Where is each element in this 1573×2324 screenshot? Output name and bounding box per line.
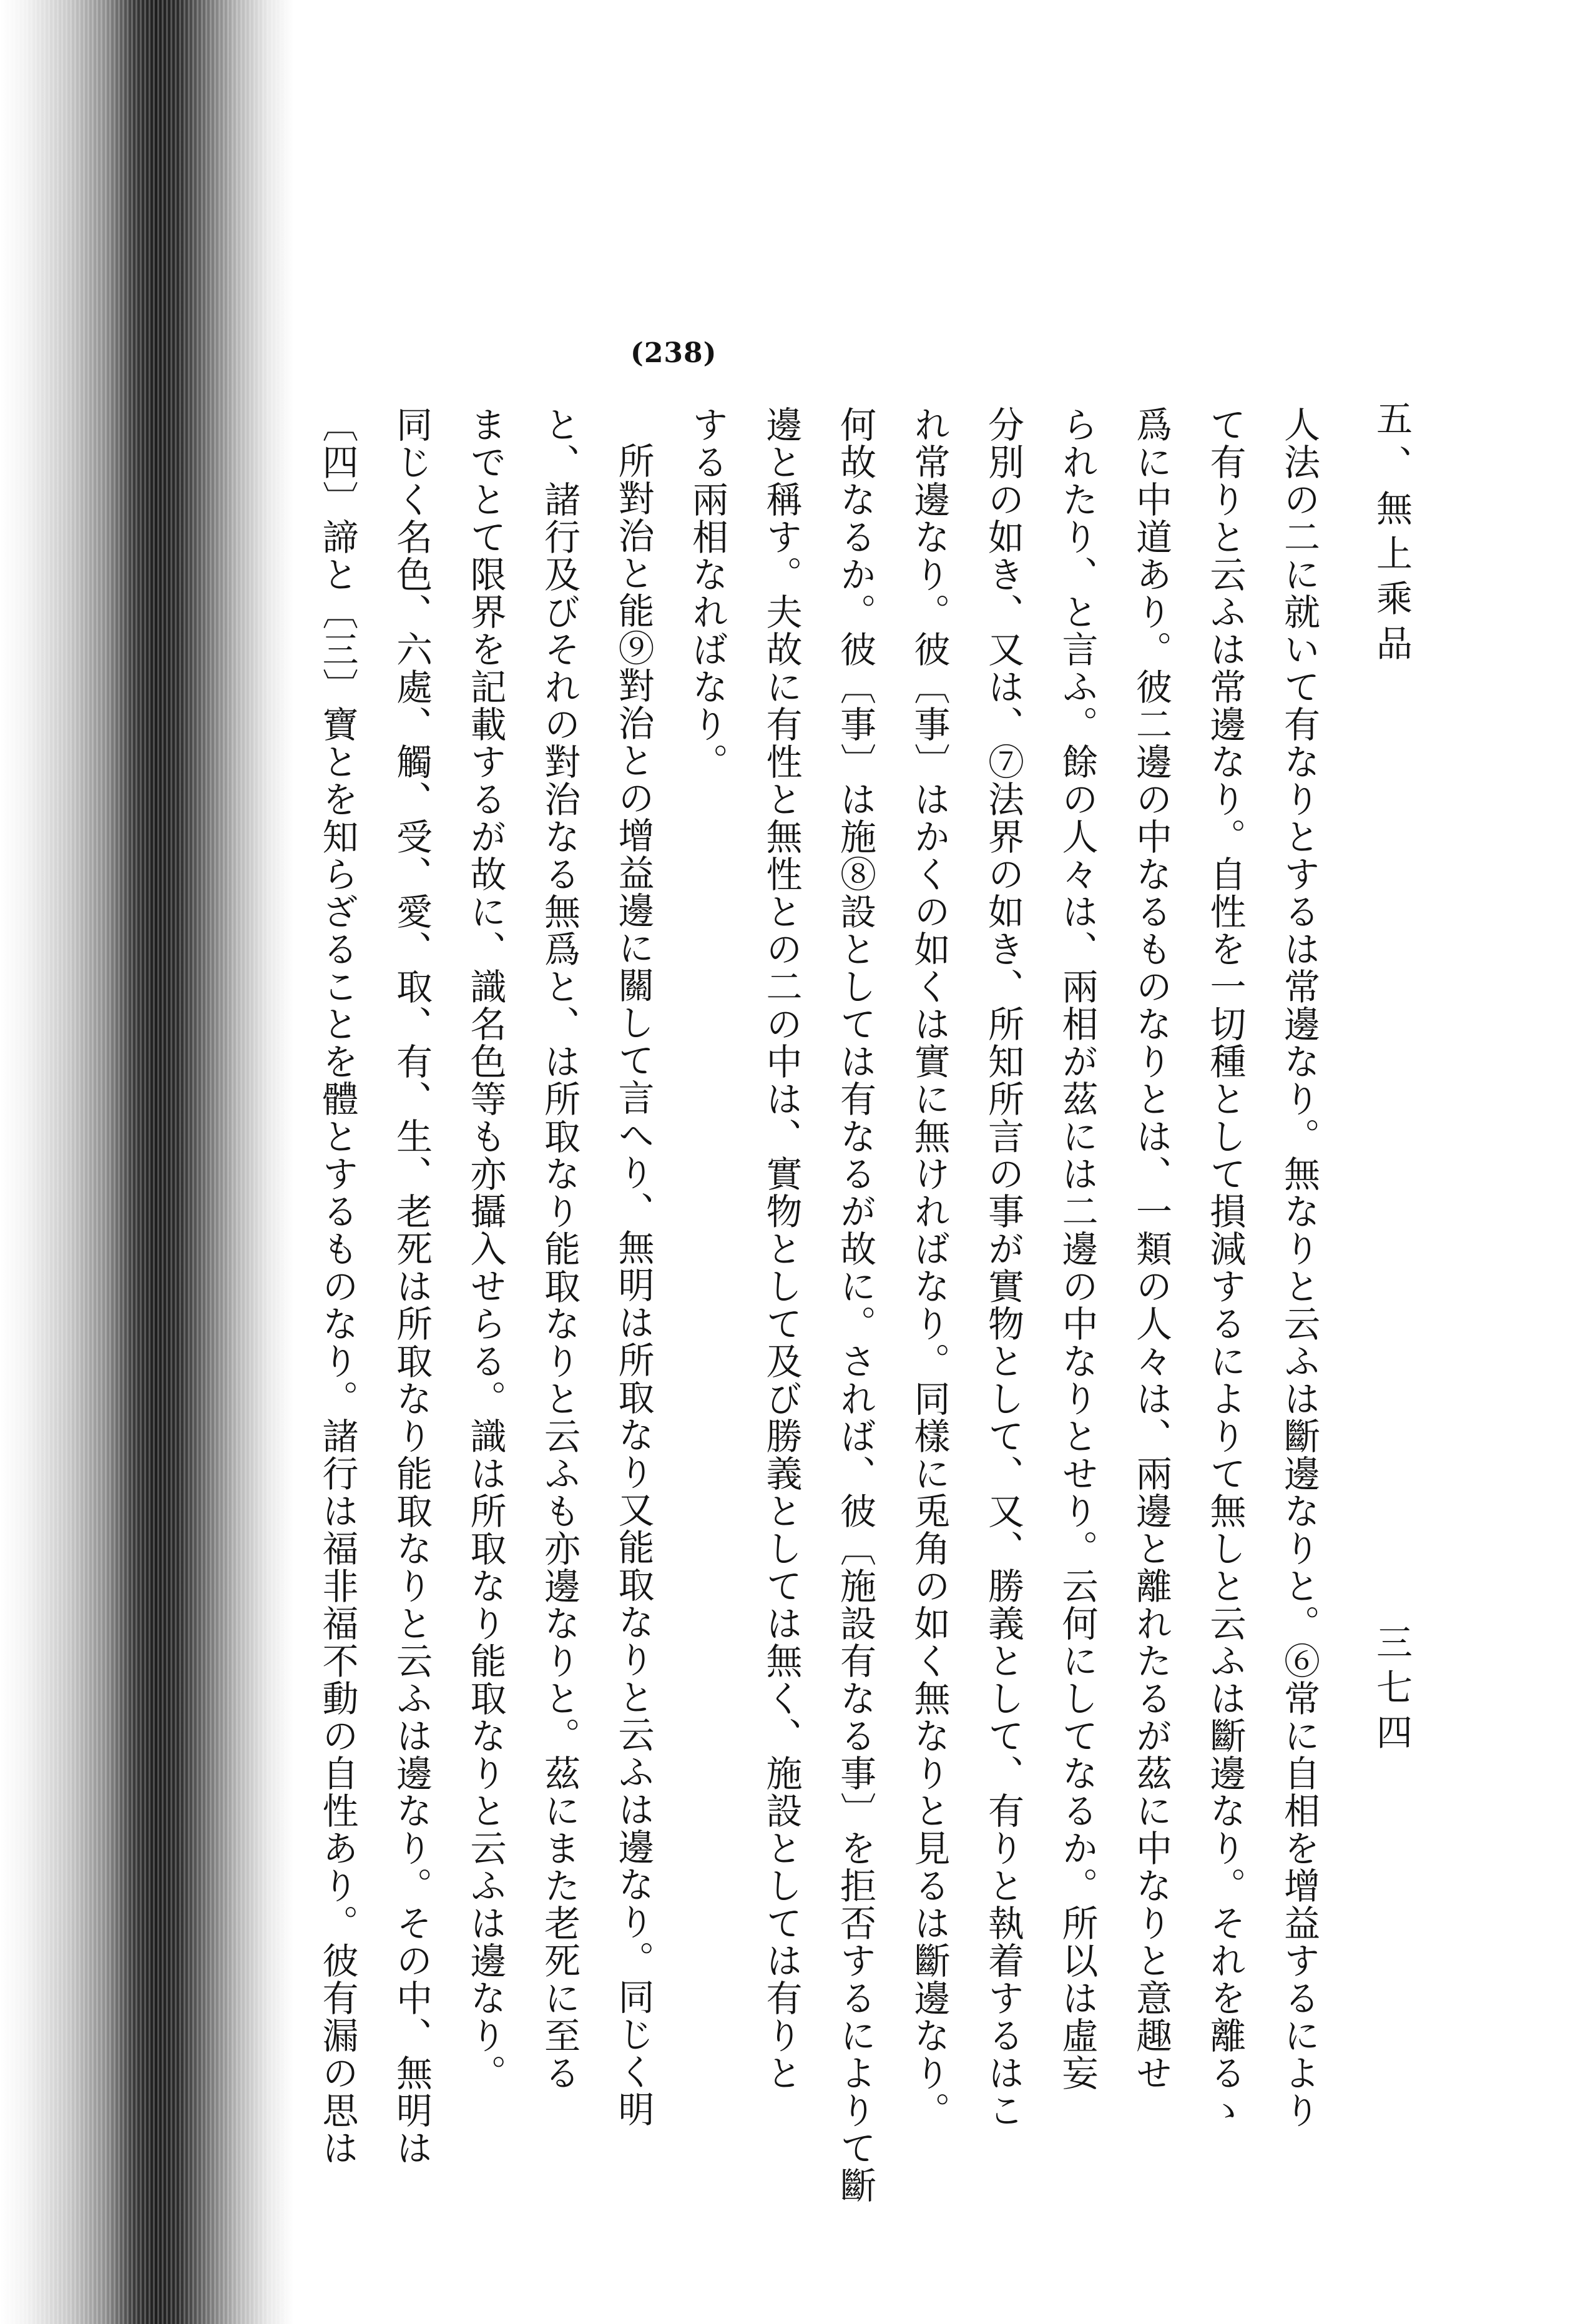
page-number: (238) bbox=[630, 337, 717, 369]
text-line-7: 何故なるか。彼〔事〕は施⑧設としては有なるが故に。されば、彼〔施設有なる事〕を拒否するによりて斷 bbox=[834, 406, 876, 2204]
text-line-12: までとて限界を記載するが故に、識名色等も亦攝入せらる。識は所取なり能取なりと云ふは邊なり。 bbox=[464, 406, 507, 2092]
text-line-13: 同じく名色、六處、觸、受、愛、取、有、生、老死は所取なり能取なりと云ふは邊なり。その中、無明は bbox=[390, 406, 433, 2167]
text-line-6: れ常邊なり。彼〔事〕はかくの如くは實に無ければなり。同樣に兎角の如く無なりと見るは斷邊なり。 bbox=[908, 406, 951, 2129]
text-line-1: 人法の二に就いて有なりとするは常邊なり。無なりと云ふは斷邊なりと。⑥常に自相を增益するにより bbox=[1278, 406, 1320, 2129]
text-line-9: する兩相なればなり。 bbox=[686, 406, 728, 780]
running-header-folio: 三七四 bbox=[1370, 1623, 1413, 1758]
body-text bbox=[316, 406, 1336, 2204]
text-line-3: 爲に中道あり。彼二邊の中なるものなりとは、一類の人々は、兩邊と離れたるが茲に中なりと意趣せ bbox=[1130, 406, 1172, 2092]
binding-shadow bbox=[0, 0, 293, 2324]
text-line-14: 〔四〕諦と〔三〕寶とを知らざることを體とするものなり。諸行は福非福不動の自性あり。彼有漏の思は bbox=[316, 406, 359, 2167]
text-line-5: 分別の如き、又は、⑦法界の如き、所知所言の事が實物として、又、勝義として、有りと執着するはこ bbox=[982, 406, 1024, 2129]
text-line-8: 邊と稱す。夫故に有性と無性との二の中は、實物として及び勝義としては無く、施設としては有りと bbox=[760, 406, 803, 2092]
text-line-4: られたり、と言ふ。餘の人々は、兩相が茲には二邊の中なりとせり。云何にしてなるか。所以は虛妄 bbox=[1056, 406, 1099, 2092]
text-line-10: 所對治と能⑨對治との增益邊に關して言へり、無明は所取なり又能取なりと云ふは邊なり。同じく明 bbox=[612, 442, 655, 2128]
text-line-2: て有りと云ふは常邊なり。自性を一切種として損減するによりて無しと云ふは斷邊なり。それを離るゝ bbox=[1203, 406, 1247, 2129]
running-header-title: 五、無上乘品 bbox=[1370, 400, 1413, 669]
text-line-11: と、諸行及びそれの對治なる無爲と、は所取なり能取なりと云ふも亦邊なりと。茲にまた老死に至る bbox=[538, 406, 581, 2092]
